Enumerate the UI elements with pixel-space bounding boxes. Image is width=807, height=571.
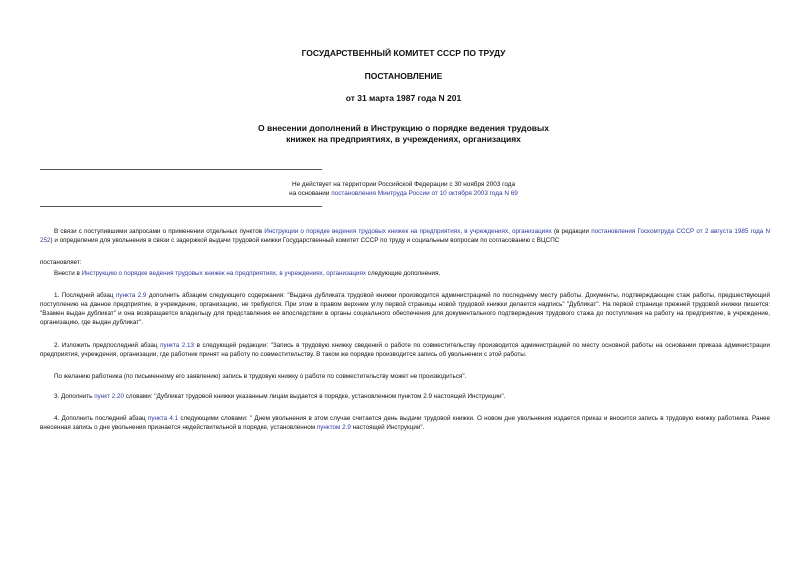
paragraph-item-1 bbox=[40, 292, 770, 328]
paragraph-item-2-note: По желанию работника (по письменному его заявлению) запись в трудовую книжку о работе по совместительству может не производиться". bbox=[54, 373, 467, 380]
divider-bottom bbox=[40, 206, 322, 207]
item4-text-2: следующими словами: " Днем увольнения в этом случае считается день выдачи трудовой книжки. О новом дне увольнения издается приказ и вносится запись в трудовую книжку работника. Ранее внесенная запись о дне увольнения признается недействительной в порядке, установленном bbox=[40, 415, 770, 431]
status-note-line2 bbox=[250, 189, 557, 198]
paragraph-amend bbox=[40, 270, 770, 279]
preamble-text-3: ) и определения для увольнения в связи с задержкой выдачи трудовой книжки Государственный комитет СССР по труду и социальным вопросам по согласованию с ВЦСПС bbox=[50, 236, 560, 244]
agency-heading: ГОСУДАРСТВЕННЫЙ КОМИТЕТ СССР ПО ТРУДУ bbox=[301, 48, 506, 58]
preamble-text-2: (в редакции bbox=[551, 228, 592, 235]
item4-text-1: 4. Дополнить последний абзац bbox=[54, 415, 148, 422]
link-point-2-9[interactable]: пункта 2.9 bbox=[116, 292, 147, 299]
document-title: О внесении дополнений в Инструкцию о порядке ведения трудовых книжек на предприятиях, в учреждениях, организациях bbox=[258, 123, 549, 144]
amend-text-1: Внести в bbox=[54, 270, 82, 277]
paragraph-item-4 bbox=[40, 415, 770, 433]
status-note-line1: Не действует на территории Российской Федерации с 30 ноября 2003 года bbox=[291, 181, 516, 188]
paragraph-item-2 bbox=[40, 342, 770, 360]
item1-text-2: дополнить абзацем следующего содержания: "Выдача дубликата трудовой книжки производится администрацией по последнему месту работы. Документы, подтверждающие стаж работы, предшествующий поступлению на данное предприятие, в учреждение, организацию, не требуются. При этом в правом верхнем углу первой страницы новой трудовой книжки делается надпись" "Дубликат". На первой странице прежней трудовой книжки пишется: "Взамен выдан дубликат" и она возвращается владельцу для представления ее впоследствии в органы социального обеспечения для документального подтверждения трудового стажа до поступления на работу на предприятие, в учреждение, организацию, где выдан дубликат". bbox=[40, 292, 770, 326]
item4-text-3: настоящей Инструкции". bbox=[350, 423, 425, 431]
amend-text-2: следующие дополнения. bbox=[366, 270, 441, 277]
paragraph-item-3 bbox=[40, 393, 770, 402]
item1-text-1: 1. Последний абзац bbox=[54, 292, 117, 299]
status-note bbox=[250, 180, 557, 198]
item3-text-2: словами: "Дубликат трудовой книжки указанным лицам выдается в порядке, установленном пунктом 2.9 настоящей Инструкции". bbox=[123, 393, 506, 400]
preamble-text-1: В связи с поступившими запросами о применении отдельных пунктов bbox=[54, 228, 265, 235]
link-point-2-20[interactable]: пункт 2.20 bbox=[94, 393, 124, 400]
item2-text-1: 2. Изложить предпоследний абзац bbox=[54, 342, 161, 349]
link-point-2-9-b[interactable]: пунктом 2.9 bbox=[316, 423, 351, 431]
link-point-2-13[interactable]: пункта 2.13 bbox=[160, 342, 195, 349]
doc-type-heading: ПОСТАНОВЛЕНИЕ bbox=[364, 71, 443, 81]
item2-text-2: в следующей редакции: "Запись в трудовую книжку сведений о работе по совместительству производится администрацией по месту основной работы на основании приказа администрации предприятия, учреждения, организации, где работник принят на работу по совместительству. В таком же порядке производится запись об увольнении с этой работы. bbox=[40, 342, 770, 358]
link-point-4-1[interactable]: пункта 4.1 bbox=[147, 415, 179, 422]
paragraph-resolves: постановляет: bbox=[40, 259, 82, 266]
status-note-prefix: на основании bbox=[289, 190, 332, 197]
date-number-heading: от 31 марта 1987 года N 201 bbox=[345, 93, 462, 103]
link-resolution-252[interactable]: постановления Госкомтруда СССР от 2 августа 1985 года N 252 bbox=[40, 228, 770, 244]
link-instruction-2[interactable]: Инструкцию о порядке ведения трудовых книжек на предприятиях, в учреждениях, организациях bbox=[81, 270, 367, 277]
divider-top bbox=[40, 169, 322, 170]
status-note-link[interactable]: постановления Минтруда России от 10 октября 2003 года N 69 bbox=[331, 190, 518, 197]
item3-text-1: 3. Дополнить bbox=[54, 393, 95, 400]
paragraph-preamble bbox=[40, 228, 770, 246]
link-instruction[interactable]: Инструкции о порядке ведения трудовых книжек на предприятиях, в учреждениях, организациях bbox=[264, 228, 552, 235]
